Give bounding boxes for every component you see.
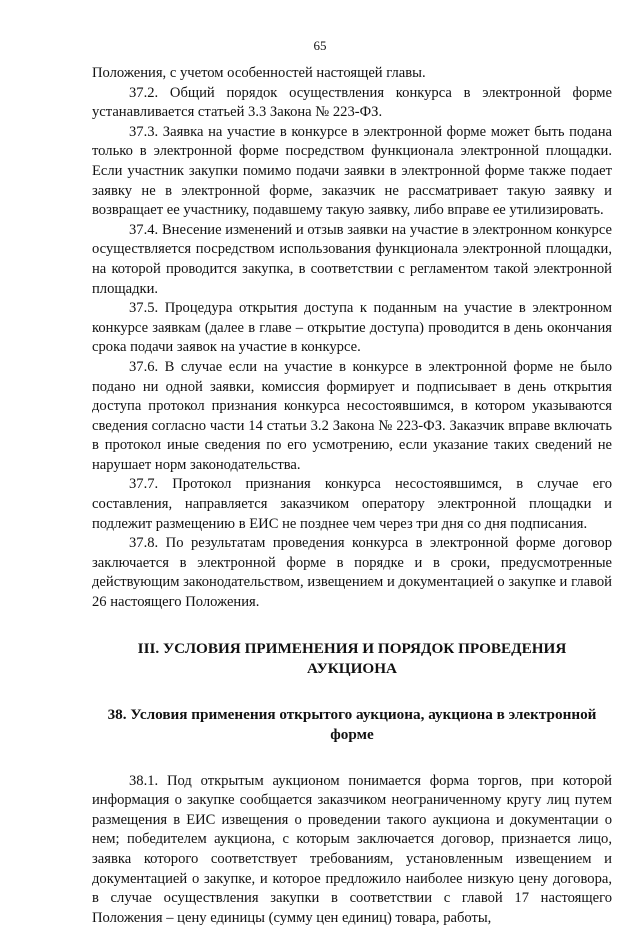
paragraph-37-3: 37.3. Заявка на участие в конкурсе в электронной форме может быть подана только в электронной форме посредством функционала электронной площадки. Если участник закупки помимо подачи заявки в электронной форме также подает заявку не в электронной форме, заказчик не рассматривает такую заявку и возвращает ее участнику, подавшему такую заявку, либо вправе ее утилизировать. (92, 123, 612, 219)
paragraph-continuation: Положения, с учетом особенностей настоящей главы. (92, 65, 426, 81)
paragraph-37-8: 37.8. По результатам проведения конкурса в электронной форме договор заключается в электронной форме в порядке и в сроки, предусмотренные действующим законодательством, извещением и документацией о закупке и главой 26 настоящего Положения. (92, 535, 612, 611)
section-iii-title-line-1: III. УСЛОВИЯ ПРИМЕНЕНИЯ И ПОРЯДОК ПРОВЕДЕНИЯ (137, 639, 567, 657)
chapter-38-title-line-2: форме (330, 725, 374, 743)
paragraph-37-2: 37.2. Общий порядок осуществления конкурса в электронной форме устанавливается статьей 3.3 Закона № 223-ФЗ. (92, 84, 612, 121)
chapter-38-heading (92, 705, 612, 745)
paragraph-37-4: 37.4. Внесение изменений и отзыв заявки на участие в электронном конкурсе осуществляется посредством использования функционала электронной площадки, на которой проводится закупка, в соответствии с регламентом такой электронной площадки. (92, 221, 612, 297)
chapter-38-title-line-1: 38. Условия применения открытого аукциона, аукциона в электронной (107, 705, 597, 723)
paragraph-37-5: 37.5. Процедура открытия доступа к поданным на участие в электронном конкурсе заявкам (далее в главе – открытие доступа) проводится в день окончания срока подачи заявок на участие в конкурсе. (92, 300, 612, 356)
page-number: 65 (313, 38, 327, 53)
paragraph-38-1: 38.1. Под открытым аукционом понимается форма торгов, при которой информация о закупке сообщается заказчиком неограниченному кругу лиц путем размещения в ЕИС извещения о проведении такого аукциона и документации о нем; победителем аукциона, с которым заключается договор, признается лицо, заявка которого соответствует требованиям, установленным извещением и документацией о закупке, и которое предложило наиболее низкую цену договора, в случае осуществления закупки в соответствии с главой 17 настоящего Положения – цену единицы (сумму цен единиц) товара, работы, (92, 772, 612, 926)
paragraph-37-7: 37.7. Протокол признания конкурса несостоявшимся, в случае его составления, направляется заказчиком оператору электронной площадки и подлежит размещению в ЕИС не позднее чем через три дня со дня подписания. (92, 476, 612, 532)
document-body (92, 64, 612, 928)
section-iii-heading (92, 639, 612, 679)
section-iii-title-line-2: АУКЦИОНА (306, 659, 397, 677)
paragraph-37-6: 37.6. В случае если на участие в конкурсе в электронной форме не было подано ни одной заявки, комиссия формирует и подписывает в день открытия доступа протокол признания конкурса несостоявшимся, в котором указываются сведения согласно части 14 статьи 3.2 Закона № 223-ФЗ. Заказчик вправе включать в протокол иные сведения по его усмотрению, если указание таких сведений не нарушает норм законодательства. (92, 358, 612, 473)
